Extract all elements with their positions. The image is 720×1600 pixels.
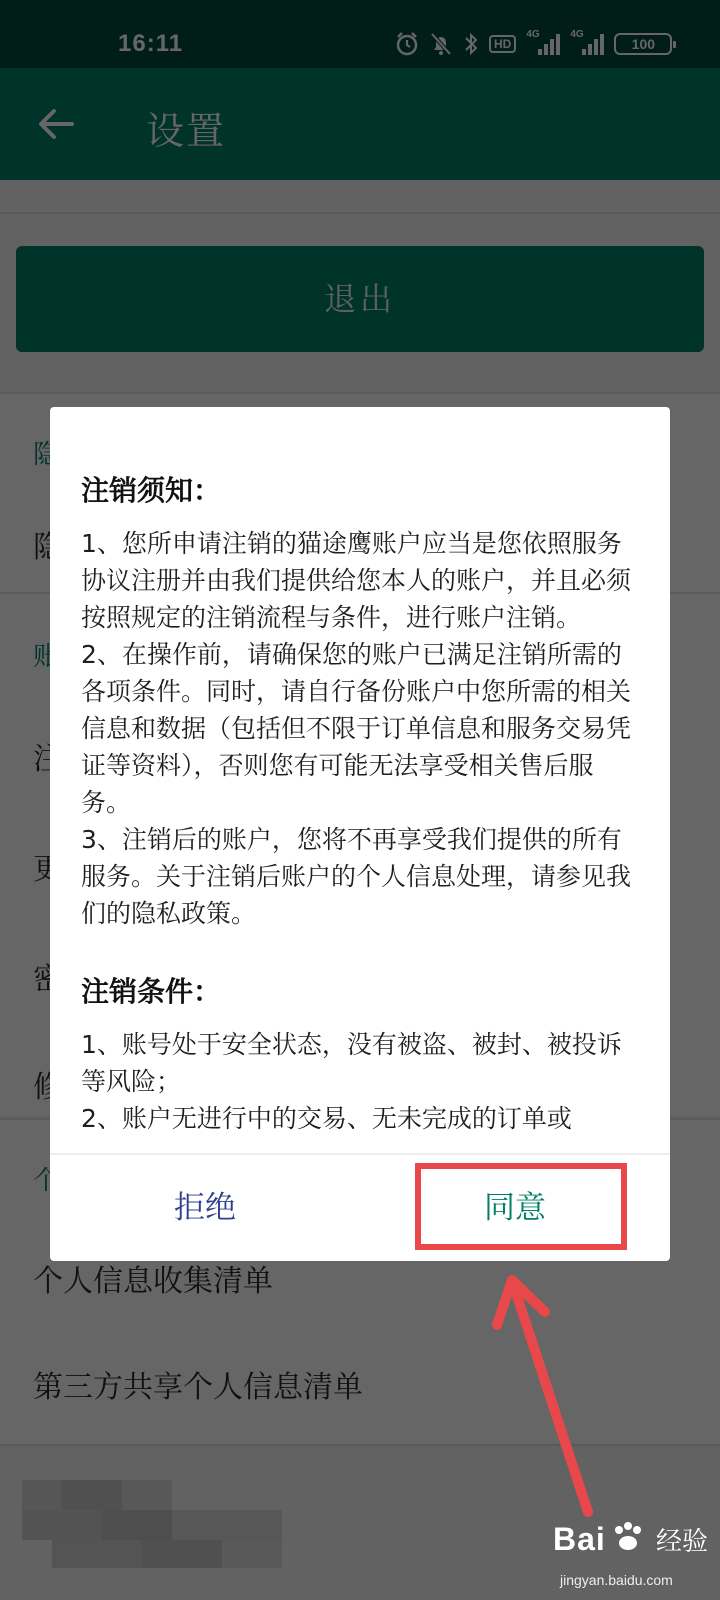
reject-button[interactable]: 拒绝 [174,1190,236,1226]
agree-button[interactable]: 同意 [484,1190,546,1226]
notice-paragraph: 3、注销后的账户，您将不再享受我们提供的所有服务。关于注销后账户的个人信息处理，请参见我们的隐私政策。 [81,825,632,928]
conditions-heading: 注销条件： [81,975,222,1008]
notice-paragraph: 2、在操作前，请确保您的账户已满足注销所需的各项条件。同时，请自行备份账户中您所需的相关信息和数据（包括但不限于订单信息和服务交易凭证等资料），否则您有可能无法享受相关售后服务。 [81,640,632,817]
watermark-logo: Bai [553,1521,606,1557]
watermark-suffix: 经验 [655,1527,708,1557]
watermark-url: jingyan.baidu.com [560,1572,673,1588]
notice-heading: 注销须知： [81,474,222,507]
condition-paragraph: 2、账户无进行中的交易、无未完成的订单或 [81,1104,572,1133]
paw-icon [611,1520,645,1554]
notice-paragraph: 1、您所申请注销的猫途鹰账户应当是您依照服务协议注册并由我们提供给您本人的账户，并且必须按照规定的注销流程与条件，进行账户注销。 [81,529,632,632]
baidu-watermark [553,1520,708,1558]
condition-paragraph: 1、账号处于安全状态，没有被盗、被封、被投诉等风险； [81,1030,622,1096]
